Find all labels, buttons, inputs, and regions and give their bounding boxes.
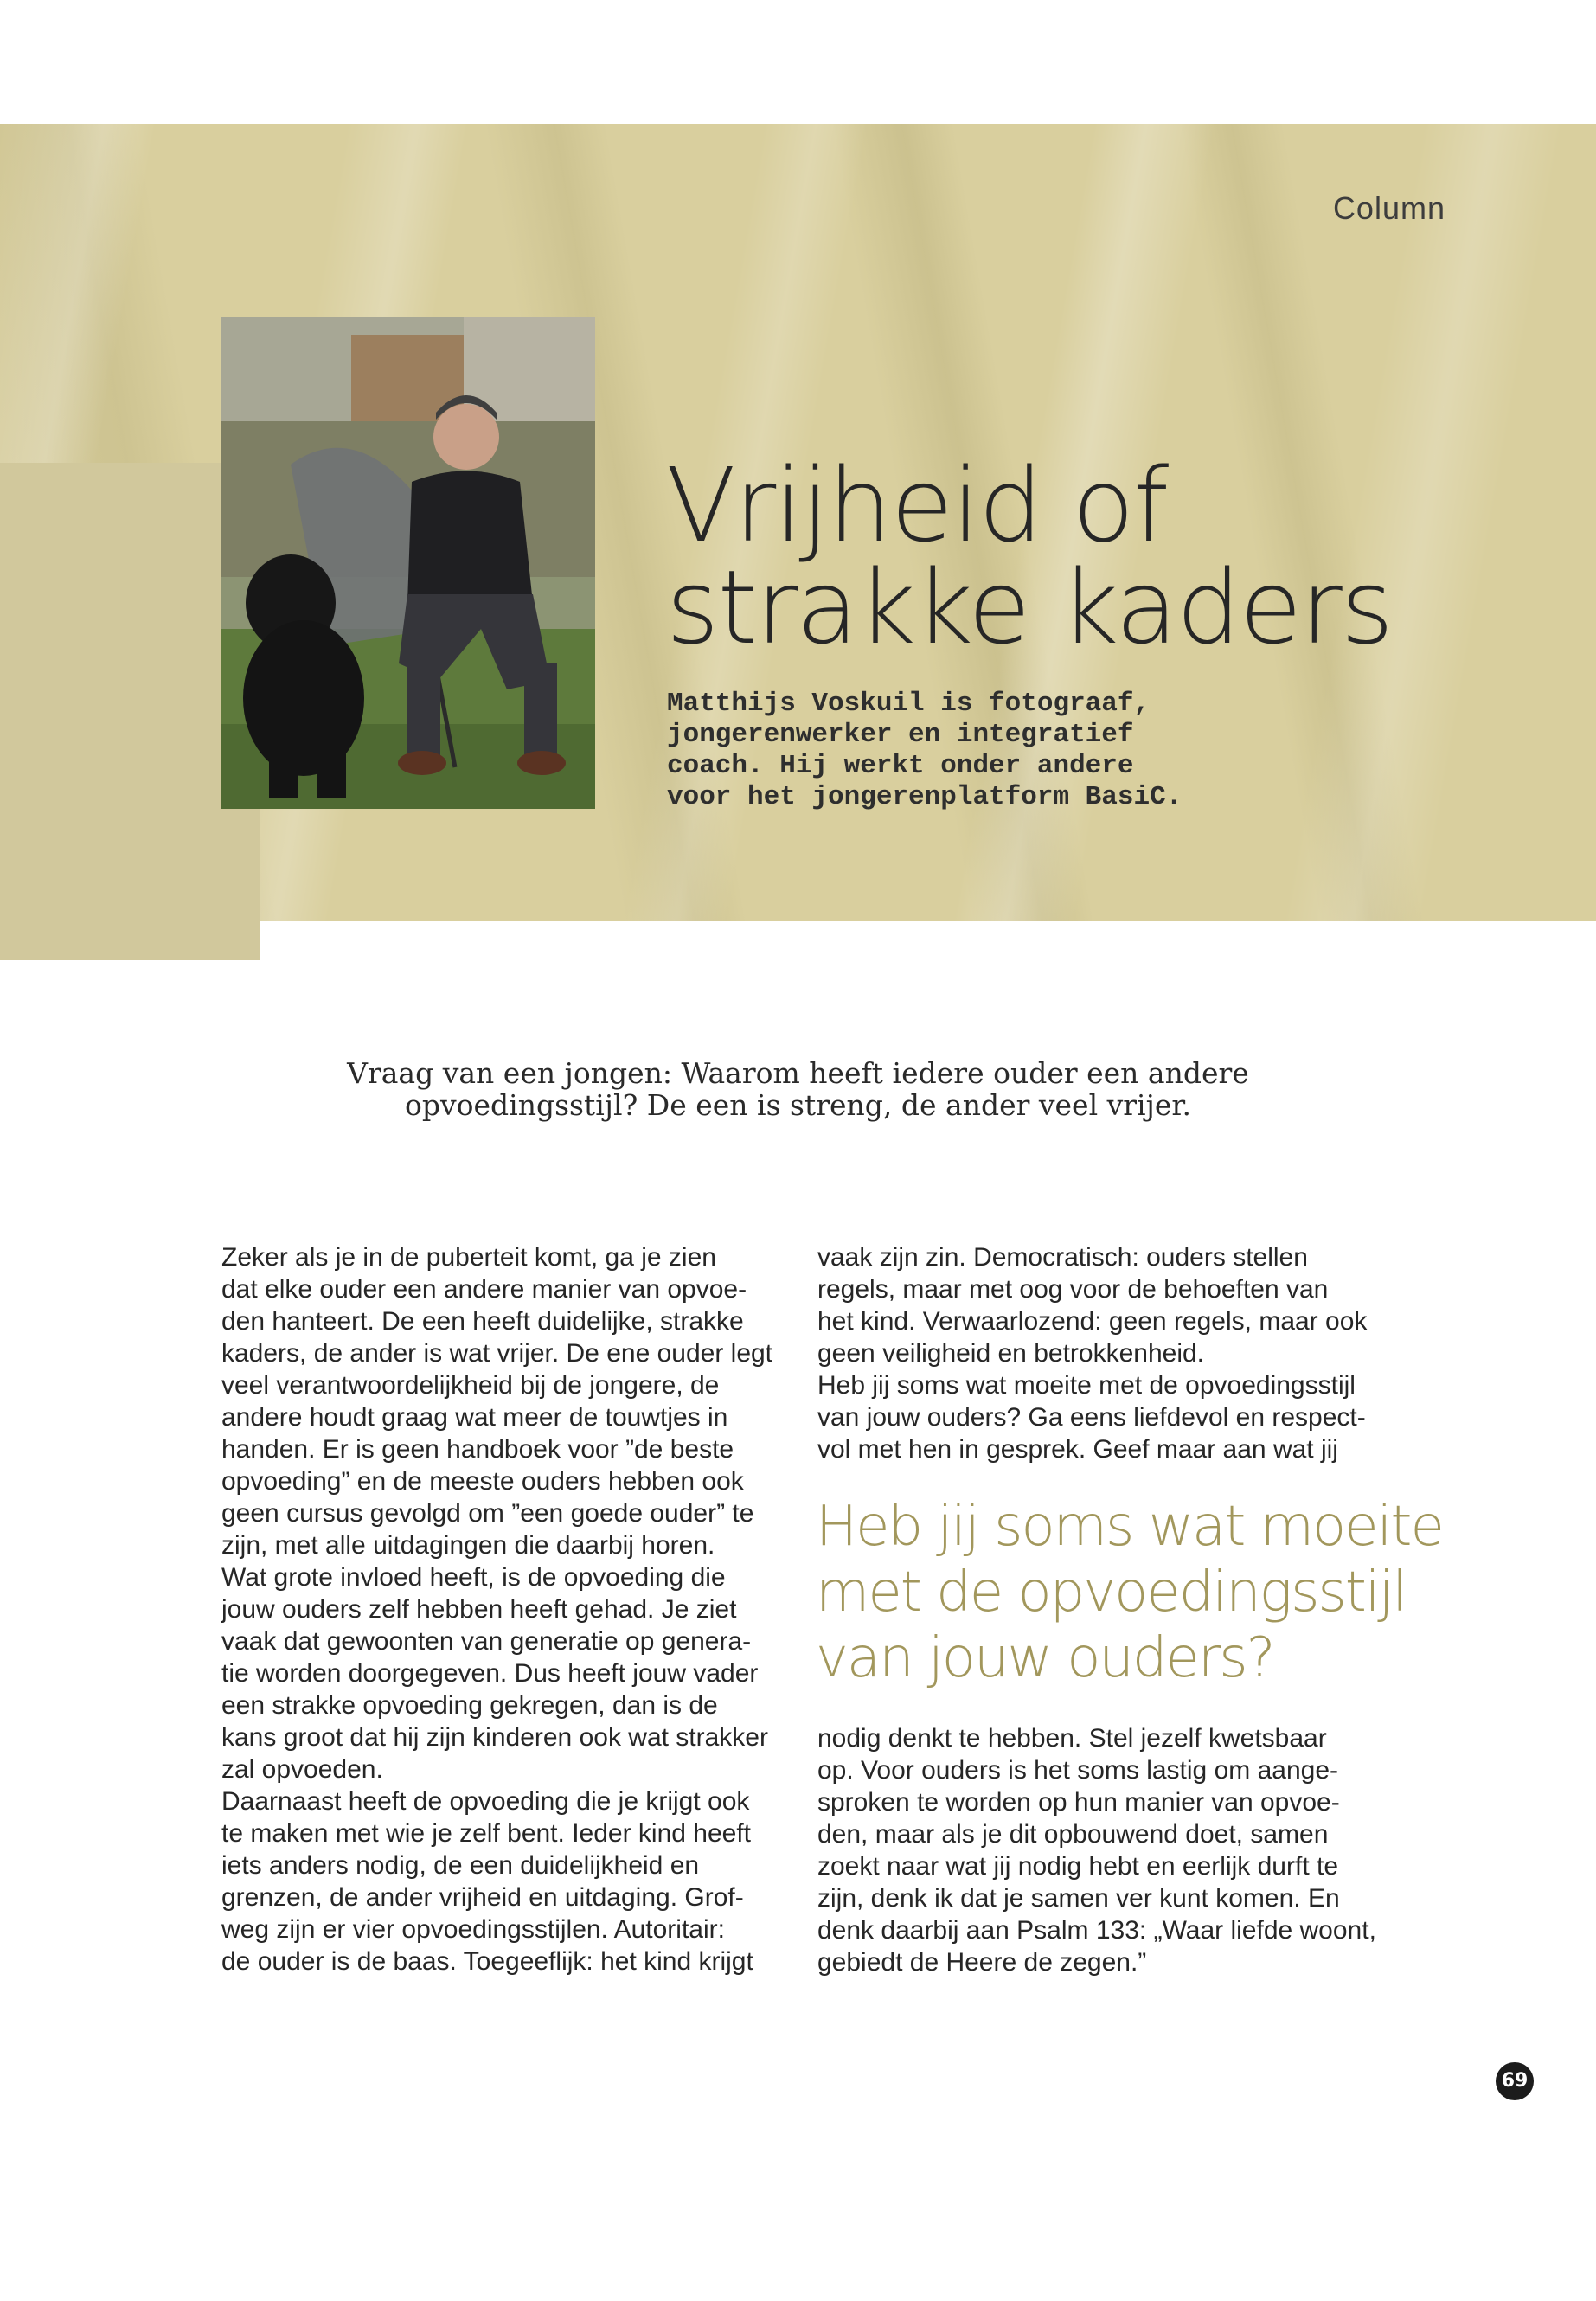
body-line: iets anders nodig, de een duidelijkheid en bbox=[221, 1851, 700, 1880]
body-line: dat elke ouder een andere manier van opvoe- bbox=[221, 1275, 747, 1304]
body-line: de ouder is de baas. Toegeeflijk: het kind krijgt bbox=[221, 1947, 753, 1976]
body-line: opvoeding” en de meeste ouders hebben ook bbox=[221, 1467, 744, 1496]
body-line: vol met hen in gesprek. Geef maar aan wat jij bbox=[817, 1435, 1338, 1464]
body-line: gebiedt de Heere de zegen.” bbox=[817, 1948, 1147, 1977]
body-line: Wat grote invloed heeft, is de opvoeding die bbox=[221, 1563, 726, 1592]
author-intro-line: Matthijs Voskuil is fotograaf, bbox=[667, 689, 1151, 719]
author-intro-line: coach. Hij werkt onder andere bbox=[667, 751, 1134, 781]
body-line: Heb jij soms wat moeite met de opvoedingsstijl bbox=[817, 1371, 1356, 1400]
body-line: zijn, met alle uitdagingen die daarbij horen. bbox=[221, 1531, 715, 1560]
body-line: zijn, denk ik dat je samen ver kunt komen. En bbox=[817, 1884, 1340, 1913]
headline-line-1: Vrijheid of bbox=[666, 445, 1168, 565]
body-line: zoekt naar wat jij nodig hebt en eerlijk durft te bbox=[817, 1852, 1339, 1881]
page-number-badge: 69 bbox=[1496, 2062, 1534, 2100]
body-line: nodig denkt te hebben. Stel jezelf kwetsbaar bbox=[817, 1724, 1327, 1753]
body-line: grenzen, de ander vrijheid en uitdaging. Grof- bbox=[221, 1883, 744, 1912]
lead-question-line: Vraag van een jongen: Waarom heeft iedere ouder een andere bbox=[347, 1056, 1249, 1090]
body-line: geen veiligheid en betrokkenheid. bbox=[817, 1339, 1204, 1368]
article-headline bbox=[666, 445, 1531, 667]
body-line: jouw ouders zelf hebben heeft gehad. Je ziet bbox=[221, 1595, 737, 1624]
body-line: tie worden doorgegeven. Dus heeft jouw vader bbox=[221, 1659, 759, 1688]
body-line: andere houdt graag wat meer de touwtjes in bbox=[221, 1403, 728, 1432]
author-intro-line: voor het jongerenplatform BasiC. bbox=[667, 782, 1183, 812]
body-line: te maken met wie je zelf bent. Ieder kind heeft bbox=[221, 1819, 751, 1848]
body-line: regels, maar met oog voor de behoeften van bbox=[817, 1275, 1329, 1304]
pull-quote-line: met de opvoedingsstijl bbox=[816, 1561, 1407, 1625]
body-line: veel verantwoordelijkheid bij de jongere, de bbox=[221, 1371, 720, 1400]
author-intro-line: jongerenwerker en integratief bbox=[667, 720, 1134, 750]
pull-quote bbox=[816, 1494, 1443, 1691]
body-line: van jouw ouders? Ga eens liefdevol en respect- bbox=[817, 1403, 1366, 1432]
body-line: Zeker als je in de puberteit komt, ga je zien bbox=[221, 1243, 716, 1272]
body-column-right-top bbox=[817, 1241, 1380, 1465]
body-line: denk daarbij aan Psalm 133: „Waar liefde woont, bbox=[817, 1916, 1376, 1945]
author-intro bbox=[667, 689, 1255, 813]
body-line: het kind. Verwaarlozend: geen regels, maar ook bbox=[817, 1307, 1368, 1336]
body-line: weg zijn er vier opvoedingsstijlen. Autoritair: bbox=[221, 1915, 725, 1944]
body-line: kans groot dat hij zijn kinderen ook wat strakker bbox=[221, 1723, 768, 1752]
headline-line-2: strakke kaders bbox=[666, 548, 1393, 667]
body-line: sproken te worden op hun manier van opvoe- bbox=[817, 1788, 1340, 1817]
body-line: den hanteert. De een heeft duidelijke, strakke bbox=[221, 1307, 744, 1336]
body-line: kaders, de ander is wat vrijer. De ene ouder legt bbox=[221, 1339, 773, 1368]
body-line: Daarnaast heeft de opvoeding die je krijgt ook bbox=[221, 1787, 750, 1816]
body-line: vaak dat gewoonten van generatie op genera- bbox=[221, 1627, 752, 1656]
body-line: op. Voor ouders is het soms lastig om aange- bbox=[817, 1756, 1338, 1785]
body-line: vaak zijn zin. Democratisch: ouders stellen bbox=[817, 1243, 1308, 1272]
section-label: Column bbox=[1332, 190, 1445, 226]
lead-question-line: opvoedingsstijl? De een is streng, de ander veel vrijer. bbox=[405, 1088, 1191, 1122]
author-photo bbox=[221, 317, 595, 809]
body-line: handen. Er is geen handboek voor ”de beste bbox=[221, 1435, 734, 1464]
body-column-right-bottom bbox=[817, 1722, 1380, 1978]
body-column-left bbox=[221, 1241, 775, 1977]
body-line: den, maar als je dit opbouwend doet, samen bbox=[817, 1820, 1329, 1849]
body-line: geen cursus gevolgd om ”een goede ouder” te bbox=[221, 1499, 754, 1528]
body-line: een strakke opvoeding gekregen, dan is de bbox=[221, 1691, 718, 1720]
pull-quote-line: Heb jij soms wat moeite bbox=[816, 1495, 1443, 1559]
decorative-side-block bbox=[0, 463, 260, 960]
lead-question bbox=[260, 1057, 1336, 1121]
pull-quote-line: van jouw ouders? bbox=[816, 1626, 1274, 1690]
body-line: zal opvoeden. bbox=[221, 1755, 383, 1784]
